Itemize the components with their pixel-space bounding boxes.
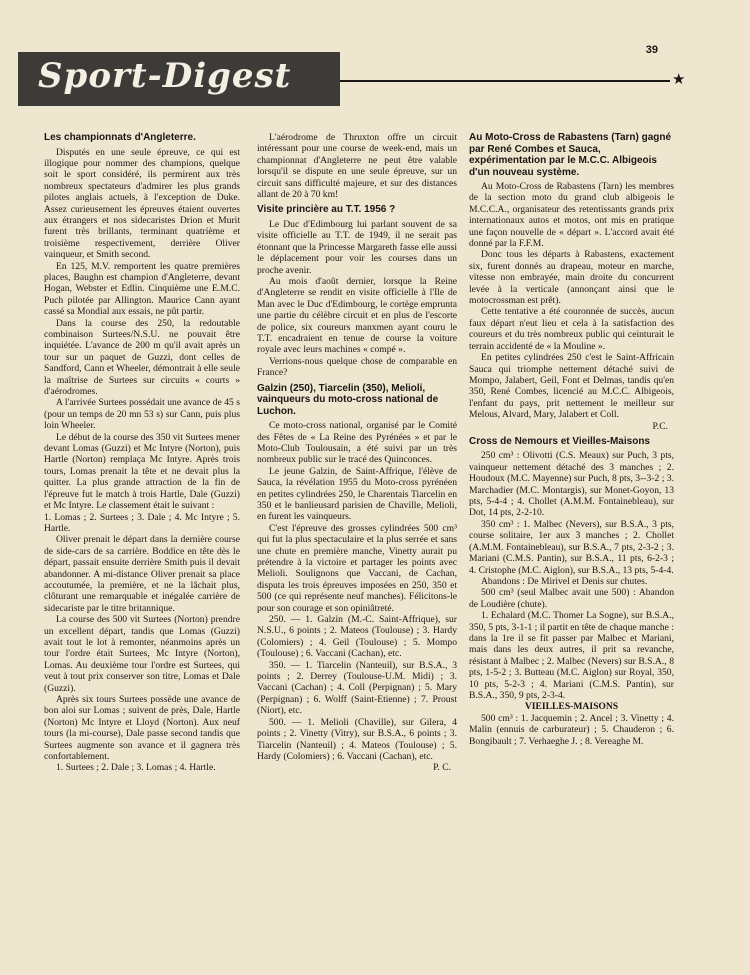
paragraph: A l'arrivée Surtees possédait une avance de 45 s (pour un temps de 20 mn 53 s) sur Cann, puis plus loin Wheeler. (44, 397, 240, 432)
paragraph: 500 cm³ (seul Malbec avait une 500) : Abandon de Loudière (chute). (469, 587, 674, 610)
paragraph: 1. Surtees ; 2. Dale ; 3. Lomas ; 4. Hartle. (56, 762, 216, 774)
paragraph: Le Duc d'Edimbourg lui parlant souvent de sa visite officielle au T.T. de 1949, il ne serait pas étonnant que la Princesse Margareth fasse elle aussi le déplacement pour voir les courses dans un proche avenir. (257, 218, 457, 276)
paragraph: Ce moto-cross national, organisé par le Comité des Fêtes de « La Reine des Pyrénées » et par le Moto-Club Toulousain, a été suivi par un très nombreux public sur le tracé des Quinconces. (257, 420, 457, 466)
paragraph: Oliver prenait le départ dans la dernière course de side-cars de sa carrière. Boddice en tête dès le départ, passait ensuite derrière Smith puis il devait abandonner. A mi-distance Oliver prenait sa place accoutumée, la première, et ne la lâchait plus, clôturant une remarquable et inégalée carrière de sidecariste par le titre britannique. (44, 534, 240, 614)
paragraph: 1. Lomas ; 2. Surtees ; 3. Dale ; 4. Mc Intyre ; 5. Hartle. (44, 511, 240, 534)
paragraph: Au mois d'août dernier, lorsque la Reine d'Angleterre se rendit en visite officielle à l'Ile de Man avec le Duc d'Edimbourg, le cortège emprunta une partie du célèbre circuit et en plus de l'escorte de police, six coureurs manxmen ayant couru le T.T. encadraient en tenue de course la voiture royale avec leurs machines « compé ». (257, 275, 457, 356)
paragraph: Dans la course des 250, la redoutable combinaison Surtees/N.S.U. ne pouvait être inquiétée. L'avance de 200 m qu'il avait après un tour sur un paquet de Guzzi, dont celles de Sandford, Cann et Wheeler, démontrait à elle seule la maîtrise de Surtees sur circuits « courts » d'aérodromes. (44, 317, 240, 398)
paragraph: La course des 500 vit Surtees (Norton) prendre un excellent départ, tandis que Lomas (Guzzi) avait tout le lot à remonter, néanmoins après un tour l'ordre était Surtees, Mc Intyre (Norton), Lomas. Au deuxième tour l'ordre est Surtees, qui veut à tout prix conserver son titre, Lomas et Dale (Guzzi). (44, 614, 240, 694)
paragraph: Après six tours Surtees possède une avance de bon aloi sur Lomas ; suivent de près, Dale, Hartle (Norton) Mc Intyre et Lloyd (Norton). Aux neuf tours (la mi-course), Dale passe second tandis que Surtees augmente son avance et il gagnera très confortablement. (44, 694, 240, 763)
paragraph: 250 cm³ : Olivotti (C.S. Meaux) sur Puch, 3 pts, vainqueur nettement détaché des 3 manches ; 2. Houdoux (M.C. Mayenne) sur Puch, 8 pts, 3--3-2 ; 3. Marchadier (M.C. Montargis), sur Monet-Goyon, 13 pts, 5-4-4 ; 4. Chollet (A.M.M. Fontainebleau), sur Dot, 14 pts, 2-2-10. (469, 450, 674, 519)
paragraph: 350 cm³ : 1. Malbec (Nevers), sur B.S.A., 3 pts, course solitaire, 1er aux 3 manches ; 2. Chollet (A.M.M. Fontainebleau), sur B.S.A., 7 pts, 2-3-2 ; 3. Mariani (C.M.S. Pantin), sur B.S.A., 11 pts, 6-2-3 ; 4. Cristophe (M.C. Aiglon), sur B.S.A., 13 pts, 5-4-4. (469, 518, 674, 576)
paragraph: Verrions-nous quelque chose de comparable en France? (257, 355, 457, 379)
paragraph: En 125, M.V. remportent les quatre premières places, Baughn est champion d'Angleterre, devant Hogan, Webster et Edlin. Cinquième une E.M.C. Puch pilotée par Allington. Maurice Cann ayant cassé sa Mondial aux essais, ne pût partir. (44, 260, 240, 318)
article-heading: Galzin (250), Tiarcelin (350), Melioli, vainqueurs du moto-cross national de Luchon. (257, 382, 439, 417)
paragraph: En petites cylindrées 250 c'est le Saint-Affricain Sauca qui triomphe nettement détaché suivi de Mompo, Jalabert, Geil, Font et Delmas, tandis qu'en 350, René Combes, licencié au M.C.C. Albigeois, l'enfant du pays, prit nettement le meilleur sur Melous, Alvard, Mary, Jalabert et Coll. (469, 352, 674, 421)
paragraph: 350. — 1. Tiarcelin (Nanteuil), sur B.S.A., 3 points ; 2. Derrey (Toulouse-U.M. Midi) ; 3. Vaccani (Cachan) ; 4. Coll (Perpignan) ; 5. Mary (Perpignan) ; 6. Wolff (Saint-Etienne) ; 7. Proust (Niort), etc. (257, 659, 457, 717)
paragraph: Le début de la course des 350 vit Surtees mener devant Lomas (Guzzi) et Mc Intyre (Norton), puis Hartle (Norton) remplaça Mc Intyre. Après trois tours, Lomas prenait la tête et ne devait plus la quitter. La plus grande attraction de la fin de l'épreuve fut le match à trois Hartle, Dale (Guzzi) et Mc Intyre. Le classement était le suivant : (44, 431, 240, 512)
header-title: Sport-Digest (38, 56, 292, 96)
article-heading: Visite princière au T.T. 1956 ? (257, 204, 396, 216)
paragraph: 250. — 1. Galzin (M.-C. Saint-Affrique), sur N.S.U., 6 points ; 2. Mateos (Toulouse) ; 3. Hardy (Colomiers) ; 4. Geil (Toulouse) ; 5. Mompo (Toulouse) ; 6. Vaccani (Cachan), etc. (257, 614, 457, 660)
paragraph: Au Moto-Cross de Rabastens (Tarn) les membres de la section moto du grand club albigeois le M.C.C.A., organisateur des retentissants grands prix internationaux autos et motos, ont mis en pratique une façon nouvelle de « départ ». L'accord avait été donné par la F.F.M. (469, 181, 674, 250)
article-heading: Cross de Nemours et Vieilles-Maisons (469, 435, 650, 447)
star-icon: ★ (672, 72, 686, 88)
paragraph: Le jeune Galzin, de Saint-Affrique, l'élève de Sauca, la révélation 1955 du Moto-cross pyrénéen en petites cylindrées 250, le Charentais Tiarcelin en 350 et le banlieusard parisien de Chaville, Melioli, en furent les vainqueurs. (257, 465, 457, 523)
signature: P.C. (652, 420, 668, 432)
page-number: 39 (645, 44, 658, 56)
paragraph: Donc tous les départs à Rabastens, exactement six, furent donnés au drapeau, moteur en marche, vitesse non embrayée, main droite du concurrent levée à la verticale (annonçant ainsi que le motocrossman est prêt). (469, 249, 674, 307)
section-subheading: VIEILLES-MAISONS (524, 701, 619, 713)
article-heading: Au Moto-Cross de Rabastens (Tarn) gagné par René Combes et Sauca, expérimentation par le M.C.C. Albigeois d'un nouveau système. (469, 132, 672, 178)
paragraph: Cette tentative a été couronnée de succès, aucun faux départ n'eut lieu et cela à la satisfaction des coureurs et du très nombreux public qui ceinturait le terrain accidenté de « la Mouline ». (469, 306, 674, 352)
column-3 (469, 132, 674, 747)
header-banner (18, 52, 340, 106)
paragraph: 1. Echalard (M.C. Thomer La Sogne), sur B.S.A., 350, 5 pts, 3-1-1 ; il partit en tête de chaque manche : dans la 1re il se fit passer par Malbec et Mariani, mais dans les deux autres, il prit sa revanche, résistant à Malbec ; 2. Malbec (Nevers) sur B.S.A., 8 pts, 1-5-2 ; 3. Butteau (M.C. Aiglon) sur Royal, 350, 10 pts, 5-2-3 ; 4. Mariani (C.M.S. Pantin), sur B.S.A., 350, 9 pts, 2-3-4. (469, 610, 674, 701)
article-heading: Les championnats d'Angleterre. (44, 132, 196, 143)
header-rule (340, 80, 670, 82)
paragraph: 500. — 1. Melioli (Chaville), sur Gilera, 4 points ; 2. Vinetty (Vitry), sur B.S.A., 6 points ; 3. Tiarcelin (Nanteuil) ; 4. Mateos (Toulouse) ; 5. Hardy (Colomiers) ; 6. Vaccani (Cachan), etc. (257, 716, 457, 762)
column-1 (44, 132, 240, 774)
signature: P. C. (433, 762, 451, 774)
paragraph: 500 cm³ : 1. Jacquemin ; 2. Ancel ; 3. Vinetty ; 4. Malin (ennuis de carburateur) ; 5. Chauderon ; 6. Bongibault ; 7. Verhaeghe J. ; 8. Vereaghe M. (469, 712, 674, 747)
column-2 (257, 132, 457, 774)
paragraph: L'aérodrome de Thruxton offre un circuit intéressant pour une course de week-end, mais un championnat d'Angleterre ne peut être valable lorsqu'il se dispute en une seule épreuve, sur un circuit sans difficulté majeure, et sur des distances allant de 20 à 70 km! (257, 132, 457, 201)
paragraph: C'est l'épreuve des grosses cylindrées 500 cm³ qui fut la plus spectaculaire et la plus serrée et sans une chute en première manche, Vinetty aurait pu prétendre à la victoire et partager les points avec Melioli. Soulignons que Vaccani, de Cachan, disputa les trois épreuves imposées en 250, 350 et 500 (ce qui représente neuf manches). Félicitons-le pour son courage et son opiniâtreté. (257, 522, 457, 614)
paragraph: Abandons : De Mirivel et Denis sur chutes. (481, 575, 648, 587)
paragraph: Disputés en une seule épreuve, ce qui est illogique pour nommer des champions, quelque soit le sport considéré, ils permirent aux très nombreux spectateurs d'admirer les plus grands pilotes anglais actuels, à l'exception de Duke. Assez curieusement les épreuves étaient ouvertes aux étrangers et nos sidecaristes Drion et Murit furent très brillants, terminant quatrième et troisième respectivement, derrière Oliver vainqueur, et Smith second. (44, 146, 240, 261)
